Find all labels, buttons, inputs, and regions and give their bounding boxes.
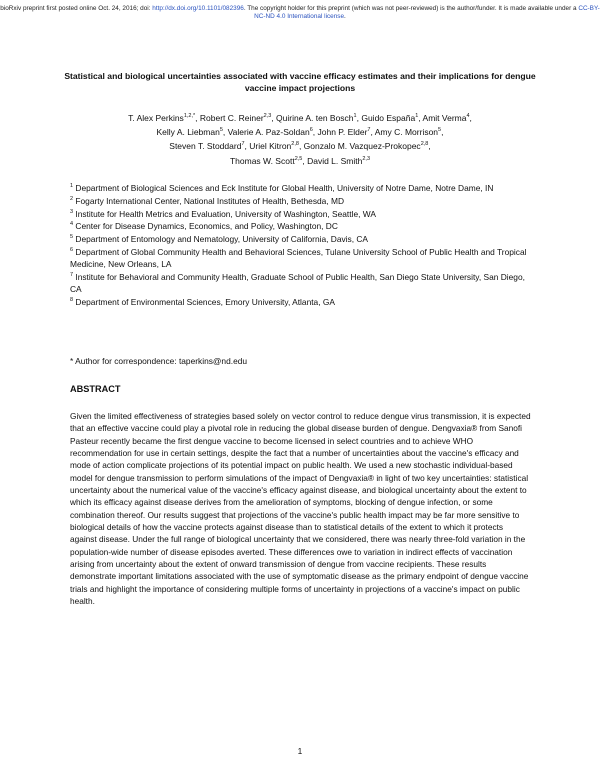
header-prefix: bioRxiv preprint first posted online Oct. 24, 2016; doi: bbox=[0, 5, 153, 12]
affiliation-text: Department of Entomology and Nematology, University of California, Davis, CA bbox=[73, 234, 369, 245]
author-affiliation-marker: 2,8 bbox=[420, 141, 429, 148]
correspondence-note: * Author for correspondence: taperkins@nd.edu bbox=[70, 356, 248, 366]
affiliation bbox=[70, 296, 530, 308]
affiliation bbox=[70, 195, 530, 207]
affiliation bbox=[70, 271, 530, 295]
affiliation-text: Fogarty International Center, National Institutes of Health, Bethesda, MD bbox=[73, 195, 344, 206]
author-affiliation-marker: 1 bbox=[353, 113, 357, 120]
author bbox=[249, 141, 299, 151]
affiliation-number: 5 bbox=[70, 234, 74, 241]
author-name: Guido España bbox=[361, 113, 416, 123]
page-number: 1 bbox=[297, 746, 303, 756]
author-name: David L. Smith bbox=[307, 155, 363, 166]
author bbox=[423, 113, 470, 123]
abstract-heading: ABSTRACT bbox=[70, 384, 121, 394]
license-link[interactable]: CC-BY-NC-ND 4.0 International license bbox=[254, 5, 600, 20]
author-name: John P. Elder bbox=[317, 127, 368, 138]
author bbox=[375, 127, 441, 137]
header-mid: . The copyright holder for this preprint (which was not peer-reviewed) is the author/funder. It is made available under a bbox=[243, 5, 579, 12]
author-affiliation-marker: 5 bbox=[219, 127, 223, 134]
affiliation bbox=[70, 208, 530, 220]
affiliation-list bbox=[70, 182, 530, 309]
affiliation bbox=[70, 246, 530, 270]
author-affiliation-marker: 1 bbox=[415, 113, 419, 120]
affiliation-text: Institute for Behavioral and Community Health, Graduate School of Public Health, San Diego State University, San Diego, CA bbox=[70, 271, 525, 295]
author-affiliation-marker: 7 bbox=[241, 141, 245, 148]
abstract-body: Given the limited effectiveness of strategies based solely on vector control to reduce dengue virus transmission, it is expected that an effective vaccine could play a pivotal role in reducing the global disease burden of dengue. Dengvaxia® from Sanofi Pasteur recently became the first dengue vaccine to become licensed in select countries and to achieve WHO recommendation for use in certain settings, despite the fact that a number of uncertainties about the vaccine's efficacy and mode of action complicate projections of its potential impact on public health. We used a new stochastic individual-based model for dengue transmission to perform simulations of the impact of Dengvaxia® in light of two key uncertainties: statistical uncertainty about the numerical value of the vaccine's efficacy against disease, and biological uncertainty about the extent to which its efficacy against disease derives from the amelioration of symptoms, blocking of dengue infection, or some combination thereof. Our results suggest that projections of the vaccine's public health impact may be far more sensitive to biological details of how the vaccine protects against disease than to statistical details of the extent to which it protects against disease. Under the full range of biological uncertainty that we considered, there was nearly three-fold variation in the population-wide number of disease episodes averted. These differences owe to variation in indirect effects of vaccination arising from uncertainty about the extent of onward transmission of dengue from vaccine recipients. These results demonstrate important limitations associated with the use of symptomatic disease as the primary endpoint of dengue vaccine trials and highlight the importance of considering multiple forms of uncertainty in projections of a vaccine's impact on public health. bbox=[70, 411, 531, 607]
author-name: T. Alex Perkins bbox=[128, 113, 184, 123]
affiliation-text: Department of Global Community Health and Behavioral Sciences, Tulane University School of Public Health and Tropical Medicine, New Orleans, LA bbox=[70, 246, 527, 270]
affiliation bbox=[70, 233, 530, 245]
affiliation-number: 2 bbox=[70, 196, 74, 202]
author bbox=[228, 127, 313, 137]
affiliation-text: Department of Biological Sciences and Eck Institute for Global Health, University of Notre Dame, Notre Dame, IN bbox=[73, 183, 494, 193]
author-affiliation-marker: 2,3 bbox=[362, 155, 371, 162]
author bbox=[317, 127, 370, 137]
author-name: Thomas W. Scott bbox=[229, 155, 295, 166]
affiliation-number: 6 bbox=[70, 247, 74, 254]
preprint-header bbox=[0, 5, 600, 21]
author-affiliation-marker: 6 bbox=[309, 127, 313, 134]
affiliation-number: 3 bbox=[70, 208, 74, 215]
affiliation bbox=[70, 220, 530, 232]
author bbox=[361, 113, 418, 123]
author bbox=[157, 127, 223, 137]
header-suffix: . bbox=[344, 13, 346, 20]
affiliation-text: Department of Environmental Sciences, Emory University, Atlanta, GA bbox=[73, 296, 335, 307]
author-affiliation-marker: 4 bbox=[466, 113, 470, 120]
author bbox=[304, 141, 429, 151]
affiliation-number: 1 bbox=[70, 183, 74, 190]
author-affiliation-marker: 2,3 bbox=[263, 113, 272, 120]
author-list: T. Alex Perkins$^{1,2,*}$, Robert C. Reiner$^{2,3}$, Quirine A. ten Bosch$^1$, Guido España$^1$, Amit Verma$^4$, Kelly A. Liebman$^5$, Valerie A. Paz-Soldan$^6$, John P. Elder$^7$, Amy C. Morrison$^5$, Steven T. Stoddard$^7$, Uriel Kitron$^{2,8}$, Gonzalo M. Vazquez-Prokopec$^{2,8}$, Thomas W. Scott$^{2,5}$, David L. Smith$^{2,3}$ bbox=[128, 113, 472, 166]
affiliation bbox=[70, 182, 530, 194]
author-name: Amy C. Morrison bbox=[374, 127, 439, 138]
affiliation-number: 4 bbox=[70, 221, 74, 228]
author-name: Gonzalo M. Vazquez-Prokopec bbox=[303, 141, 421, 152]
doi-link[interactable]: http://dx.doi.org/10.1101/082396 bbox=[152, 5, 244, 12]
affiliation-text: Institute for Health Metrics and Evaluation, University of Washington, Seattle, WA bbox=[73, 208, 376, 219]
author-name: Valerie A. Paz-Soldan bbox=[227, 127, 310, 138]
author-name: Uriel Kitron bbox=[249, 141, 292, 152]
author-affiliation-marker: 1,2,* bbox=[183, 113, 196, 120]
author-affiliation-marker: 5 bbox=[438, 127, 442, 134]
affiliation-number: 8 bbox=[70, 297, 74, 304]
affiliation-number: 7 bbox=[70, 272, 74, 279]
author bbox=[276, 113, 357, 123]
author-name: Steven T. Stoddard bbox=[169, 141, 242, 152]
paper-title: Statistical and biological uncertainties associated with vaccine efficacy estimates and their implications for dengue vaccine impact projections bbox=[64, 71, 536, 93]
author bbox=[128, 113, 195, 123]
author-name: Quirine A. ten Bosch bbox=[276, 113, 354, 123]
author bbox=[230, 156, 302, 166]
author-name: Amit Verma bbox=[422, 113, 467, 123]
affiliation-text: Center for Disease Dynamics, Economics, and Policy, Washington, DC bbox=[73, 221, 338, 232]
author-affiliation-marker: 7 bbox=[367, 127, 371, 134]
author bbox=[307, 156, 370, 166]
author bbox=[200, 113, 271, 123]
author-affiliation-marker: 2,8 bbox=[291, 141, 299, 148]
author-affiliation-marker: 2,5 bbox=[294, 155, 303, 162]
author-name: Kelly A. Liebman bbox=[156, 127, 220, 138]
author bbox=[169, 141, 244, 151]
author-name: Robert C. Reiner bbox=[199, 113, 264, 123]
